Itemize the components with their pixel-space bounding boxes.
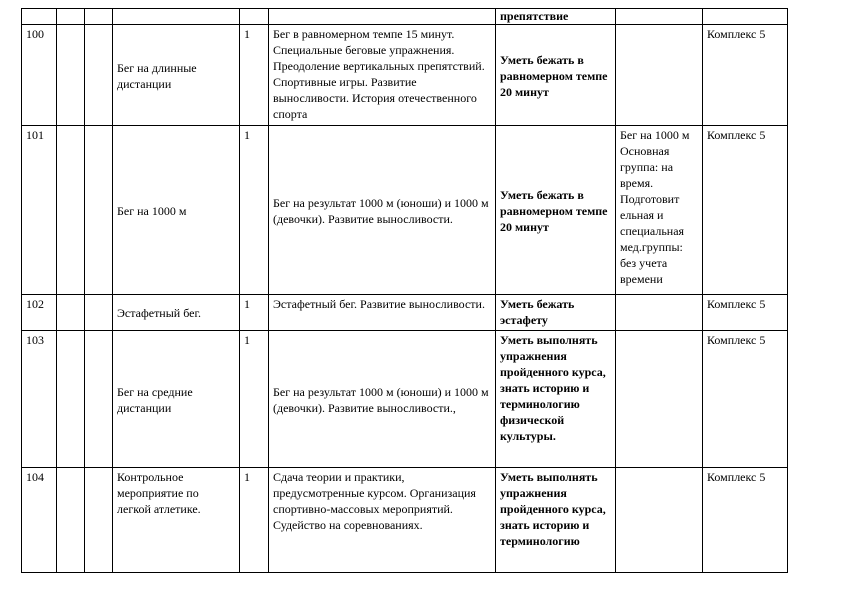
lesson-topic: Бег на средние дистанции: [113, 331, 240, 468]
table-row: [22, 25, 788, 126]
lesson-hours: 1: [240, 331, 269, 468]
lesson-control: [616, 25, 703, 126]
lesson-topic: Эстафетный бег.: [113, 295, 240, 331]
lesson-content: Эстафетный бег. Развитие выносливости.: [269, 295, 496, 331]
lesson-topic: Бег на 1000 м: [113, 126, 240, 295]
table-row: [22, 331, 788, 468]
date-plan-cell: [57, 295, 85, 331]
date-fact-cell: [85, 9, 113, 25]
lesson-number: [22, 9, 57, 25]
lesson-topic: [113, 9, 240, 25]
lesson-topic: Бег на длинные дистанции: [113, 25, 240, 126]
lesson-control: [616, 295, 703, 331]
lesson-homework: Комплекс 5: [703, 126, 788, 295]
lesson-control: [616, 331, 703, 468]
lesson-homework: [703, 9, 788, 25]
lesson-requirements: Уметь выполнять упражнения пройденного курса, знать историю и терминологию: [496, 468, 616, 573]
lesson-requirements: Уметь бежать эстафету: [496, 295, 616, 331]
lesson-number: 100: [22, 25, 57, 126]
lesson-content: Сдача теории и практики, предусмотренные курсом. Организация спортивно-массовых мероприятий. Судейство на соревнованиях.: [269, 468, 496, 573]
date-fact-cell: [85, 126, 113, 295]
lesson-control: [616, 468, 703, 573]
lesson-number: 102: [22, 295, 57, 331]
lesson-requirements: препятствие: [496, 9, 616, 25]
lesson-number: 104: [22, 468, 57, 573]
lesson-hours: 1: [240, 126, 269, 295]
lesson-content: Бег на результат 1000 м (юноши) и 1000 м (девочки). Развитие выносливости.,: [269, 331, 496, 468]
lesson-number: 101: [22, 126, 57, 295]
lesson-hours: 1: [240, 25, 269, 126]
lesson-homework: Комплекс 5: [703, 25, 788, 126]
date-plan-cell: [57, 331, 85, 468]
lesson-number: 103: [22, 331, 57, 468]
date-fact-cell: [85, 331, 113, 468]
table-row: [22, 295, 788, 331]
table-row: [22, 9, 788, 25]
table-row: [22, 468, 788, 573]
lesson-requirements: Уметь бежать в равномерном темпе 20 минут: [496, 126, 616, 295]
lesson-topic: Контрольное мероприятие по легкой атлетике.: [113, 468, 240, 573]
table-row: [22, 126, 788, 295]
date-fact-cell: [85, 295, 113, 331]
lesson-homework: Комплекс 5: [703, 331, 788, 468]
date-plan-cell: [57, 9, 85, 25]
date-plan-cell: [57, 126, 85, 295]
lesson-requirements: Уметь выполнять упражнения пройденного курса, знать историю и терминологию физической культуры.: [496, 331, 616, 468]
lesson-control: [616, 9, 703, 25]
lesson-plan-table: [21, 8, 788, 573]
lesson-control: Бег на 1000 м Основная группа: на время. Подготовит ельная и специальная мед.группы: без учета времени: [616, 126, 703, 295]
lesson-hours: [240, 9, 269, 25]
date-fact-cell: [85, 25, 113, 126]
lesson-homework: Комплекс 5: [703, 468, 788, 573]
date-plan-cell: [57, 468, 85, 573]
lesson-content: Бег в равномерном темпе 15 минут. Специальные беговые упражнения. Преодоление вертикальных препятствий. Спортивные игры. Развитие выносливости. История отечественного спорта: [269, 25, 496, 126]
lesson-content: [269, 9, 496, 25]
lesson-homework: Комплекс 5: [703, 295, 788, 331]
lesson-hours: 1: [240, 468, 269, 573]
lesson-hours: 1: [240, 295, 269, 331]
lesson-requirements: Уметь бежать в равномерном темпе 20 минут: [496, 25, 616, 126]
date-plan-cell: [57, 25, 85, 126]
lesson-content: Бег на результат 1000 м (юноши) и 1000 м (девочки). Развитие выносливости.: [269, 126, 496, 295]
date-fact-cell: [85, 468, 113, 573]
